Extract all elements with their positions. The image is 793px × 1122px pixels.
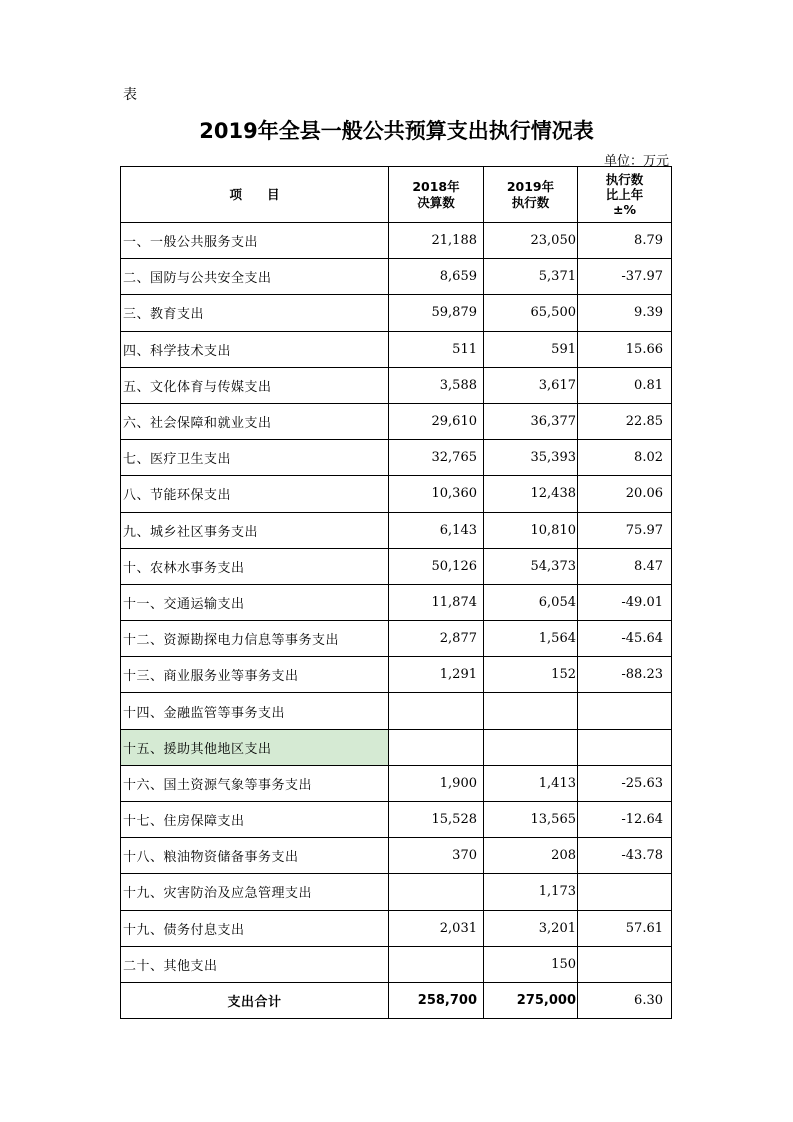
header-2019: 2019年 执行数 (484, 167, 578, 223)
row-2018-value: 511 (389, 331, 484, 367)
row-name: 七、医疗卫生支出 (121, 440, 389, 476)
row-2018-value: 2,031 (389, 910, 484, 946)
table-row (121, 259, 672, 295)
row-change-value: -12.64 (578, 802, 672, 838)
row-name: 五、文化体育与传媒支出 (121, 367, 389, 403)
row-change-value: 57.61 (578, 910, 672, 946)
row-2019-value: 35,393 (484, 440, 578, 476)
total-2018-value: 258,700 (389, 982, 484, 1018)
row-2019-value: 65,500 (484, 295, 578, 331)
row-2019-value: 10,810 (484, 512, 578, 548)
total-name: 支出合计 (121, 982, 389, 1018)
row-change-value: 8.79 (578, 223, 672, 259)
row-2018-value: 1,900 (389, 765, 484, 801)
row-name: 十五、援助其他地区支出 (121, 729, 389, 765)
row-2019-value: 54,373 (484, 548, 578, 584)
row-change-value: 15.66 (578, 331, 672, 367)
row-2018-value: 10,360 (389, 476, 484, 512)
row-change-value (578, 874, 672, 910)
table-row (121, 910, 672, 946)
row-name: 四、科学技术支出 (121, 331, 389, 367)
table-row (121, 295, 672, 331)
row-2018-value: 11,874 (389, 584, 484, 620)
row-change-value: -37.97 (578, 259, 672, 295)
row-change-value (578, 946, 672, 982)
row-2018-value (389, 874, 484, 910)
row-2018-value: 1,291 (389, 657, 484, 693)
row-2018-value: 6,143 (389, 512, 484, 548)
row-2018-value (389, 946, 484, 982)
row-change-value: -49.01 (578, 584, 672, 620)
table-body (121, 223, 672, 1019)
row-change-value: -45.64 (578, 621, 672, 657)
table-prefix: 表 (123, 87, 137, 103)
table-row (121, 838, 672, 874)
row-2019-value: 1,173 (484, 874, 578, 910)
row-2019-value: 13,565 (484, 802, 578, 838)
table-row (121, 765, 672, 801)
row-change-value: 22.85 (578, 403, 672, 439)
row-name: 十四、金融监管等事务支出 (121, 693, 389, 729)
table-row (121, 874, 672, 910)
total-2019-value: 275,000 (484, 982, 578, 1018)
table-row (121, 512, 672, 548)
row-change-value: 9.39 (578, 295, 672, 331)
row-name: 二、国防与公共安全支出 (121, 259, 389, 295)
row-2019-value: 1,564 (484, 621, 578, 657)
row-2019-value: 591 (484, 331, 578, 367)
row-name: 十九、债务付息支出 (121, 910, 389, 946)
total-row (121, 982, 672, 1018)
row-change-value: 8.02 (578, 440, 672, 476)
table-row (121, 403, 672, 439)
row-name: 十、农林水事务支出 (121, 548, 389, 584)
row-name: 九、城乡社区事务支出 (121, 512, 389, 548)
row-change-value: -43.78 (578, 838, 672, 874)
row-name: 二十、其他支出 (121, 946, 389, 982)
row-name: 十七、住房保障支出 (121, 802, 389, 838)
table-row (121, 331, 672, 367)
row-2019-value: 150 (484, 946, 578, 982)
row-2019-value (484, 693, 578, 729)
row-2018-value: 50,126 (389, 548, 484, 584)
table-row (121, 802, 672, 838)
row-2018-value: 29,610 (389, 403, 484, 439)
unit-label: 单位：万元 (603, 154, 669, 169)
table-row (121, 548, 672, 584)
row-name: 六、社会保障和就业支出 (121, 403, 389, 439)
row-change-value: 20.06 (578, 476, 672, 512)
total-change-value: 6.30 (578, 982, 672, 1018)
row-2019-value: 12,438 (484, 476, 578, 512)
table-row (121, 946, 672, 982)
row-2019-value: 36,377 (484, 403, 578, 439)
row-2018-value: 21,188 (389, 223, 484, 259)
row-name: 十八、粮油物资储备事务支出 (121, 838, 389, 874)
row-change-value: -88.23 (578, 657, 672, 693)
row-name: 十二、资源勘探电力信息等事务支出 (121, 621, 389, 657)
row-change-value (578, 693, 672, 729)
row-2018-value: 2,877 (389, 621, 484, 657)
table-header-row (121, 167, 672, 223)
expenditure-table (120, 166, 672, 1019)
table-row (121, 440, 672, 476)
row-2018-value: 3,588 (389, 367, 484, 403)
row-2019-value: 1,413 (484, 765, 578, 801)
row-name: 十六、国土资源气象等事务支出 (121, 765, 389, 801)
row-2018-value: 8,659 (389, 259, 484, 295)
row-2019-value: 208 (484, 838, 578, 874)
row-2019-value (484, 729, 578, 765)
table-row (121, 584, 672, 620)
row-2019-value: 152 (484, 657, 578, 693)
header-item: 项 目 (121, 167, 389, 223)
row-change-value: 0.81 (578, 367, 672, 403)
row-name: 十三、商业服务业等事务支出 (121, 657, 389, 693)
row-2018-value: 59,879 (389, 295, 484, 331)
header-2018: 2018年 决算数 (389, 167, 484, 223)
row-name: 十九、灾害防治及应急管理支出 (121, 874, 389, 910)
table-row (121, 621, 672, 657)
row-2019-value: 6,054 (484, 584, 578, 620)
table-row (121, 223, 672, 259)
row-2019-value: 3,201 (484, 910, 578, 946)
row-change-value: 75.97 (578, 512, 672, 548)
row-2019-value: 3,617 (484, 367, 578, 403)
table-row (121, 476, 672, 512)
row-change-value (578, 729, 672, 765)
table-row (121, 657, 672, 693)
row-change-value: 8.47 (578, 548, 672, 584)
row-2019-value: 23,050 (484, 223, 578, 259)
row-2018-value (389, 693, 484, 729)
table-row (121, 729, 672, 765)
row-name: 一、一般公共服务支出 (121, 223, 389, 259)
row-2019-value: 5,371 (484, 259, 578, 295)
row-name: 十一、交通运输支出 (121, 584, 389, 620)
row-name: 三、教育支出 (121, 295, 389, 331)
row-change-value: -25.63 (578, 765, 672, 801)
header-change: 执行数 比上年 ±% (578, 167, 672, 223)
table-row (121, 693, 672, 729)
row-2018-value (389, 729, 484, 765)
table-row (121, 367, 672, 403)
row-2018-value: 32,765 (389, 440, 484, 476)
row-2018-value: 15,528 (389, 802, 484, 838)
row-2018-value: 370 (389, 838, 484, 874)
page-title: 2019年全县一般公共预算支出执行情况表 (199, 119, 594, 143)
row-name: 八、节能环保支出 (121, 476, 389, 512)
